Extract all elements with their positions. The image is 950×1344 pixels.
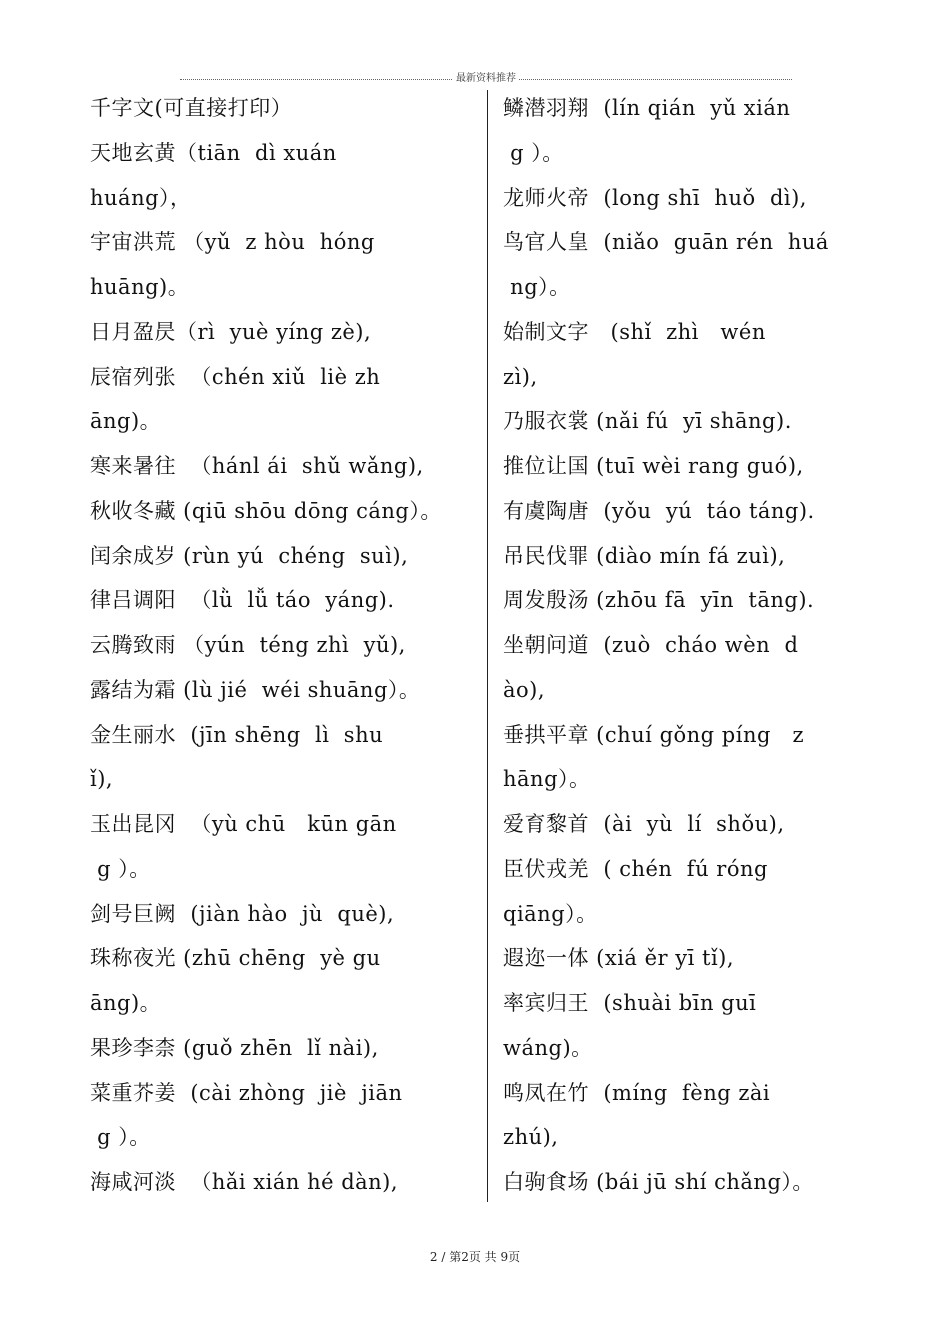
text-line: 海咸河淡 （hǎi xián hé dàn), bbox=[90, 1170, 399, 1194]
text-line: 金生丽水 (jīn shēng lì shu bbox=[90, 722, 384, 747]
text-line: 果珍李柰 (guǒ zhēn lǐ nài), bbox=[90, 1035, 379, 1060]
text-line: 寒来暑往 （hánl ái shǔ wǎng), bbox=[90, 454, 424, 478]
left-column bbox=[90, 86, 485, 1205]
text-line: 鸟官人皇 (niǎo guān rén huá bbox=[503, 230, 829, 255]
text-line: ǐ), bbox=[90, 767, 114, 792]
text-line: g ）。 bbox=[90, 1125, 151, 1150]
text-line: 律吕调阳 （lǜ lǚ táo yáng). bbox=[90, 588, 395, 613]
text-line: 秋收冬藏 (qiū shōu dōng cáng）。 bbox=[90, 498, 442, 523]
text-line: 吊民伐罪 (diào mín fá zuì), bbox=[503, 543, 786, 568]
text-line: 率宾归王 (shuài bīn guī bbox=[503, 991, 757, 1015]
text-line: 玉出昆冈 （yù chū kūn gān bbox=[90, 812, 397, 836]
page-header bbox=[180, 72, 792, 86]
text-line: ng）。 bbox=[503, 275, 571, 299]
text-line: hāng）。 bbox=[503, 767, 591, 792]
text-line: 闰余成岁 (rùn yú chéng suì), bbox=[90, 543, 409, 568]
text-line: g ）。 bbox=[503, 140, 564, 165]
text-line: 有虞陶唐 (yǒu yú táo táng). bbox=[503, 498, 815, 523]
text-line: 臣伏戎羌 ( chén fú róng bbox=[503, 856, 768, 881]
text-line: 坐朝问道 (zuò cháo wèn d bbox=[503, 633, 799, 657]
text-line: zì), bbox=[503, 364, 538, 389]
text-line: ào), bbox=[503, 677, 546, 702]
text-line: 辰宿列张 （chén xiǔ liè zh bbox=[90, 364, 381, 389]
text-line: 遐迩一体 (xiá ěr yī tǐ), bbox=[503, 946, 735, 971]
text-line: 推位让国 (tuī wèi rang guó), bbox=[503, 454, 804, 478]
document-title: 千字文(可直接打印） bbox=[90, 96, 293, 120]
header-text: 最新资料推荐 bbox=[453, 72, 519, 86]
text-line: 宇宙洪荒 （yǔ z hòu hóng bbox=[90, 230, 375, 255]
text-line: 乃服衣裳 (nǎi fú yī shāng). bbox=[503, 409, 792, 434]
page-footer: 2 / 第2页 共 9页 bbox=[429, 1250, 521, 1264]
right-column bbox=[503, 86, 943, 1205]
text-line: 白驹食场 (bái jū shí chǎng）。 bbox=[503, 1170, 814, 1194]
text-line: wáng)。 bbox=[503, 1035, 593, 1060]
column-divider bbox=[487, 90, 488, 1202]
text-line: 菜重芥姜 (cài zhòng jiè jiān bbox=[90, 1080, 403, 1105]
text-line: 天地玄黄（tiān dì xuán bbox=[90, 140, 337, 165]
text-line: 剑号巨阙 (jiàn hào jù què), bbox=[90, 901, 395, 926]
text-line: 鸣凤在竹 (míng fèng zài bbox=[503, 1080, 771, 1105]
text-line: 鳞潜羽翔 (lín qián yǔ xián bbox=[503, 96, 791, 120]
text-line: huáng）， bbox=[90, 185, 192, 210]
text-line: 龙师火帝 (long shī huǒ dì), bbox=[503, 185, 807, 210]
text-line: qiāng）。 bbox=[503, 901, 598, 926]
text-line: 始制文字 (shǐ zhì wén bbox=[503, 319, 766, 344]
text-line: 珠称夜光 (zhū chēng yè gu bbox=[90, 946, 381, 971]
text-line: āng)。 bbox=[90, 991, 162, 1015]
text-line: 周发殷汤 (zhōu fā yīn tāng). bbox=[503, 588, 815, 613]
text-line: zhú), bbox=[503, 1125, 559, 1150]
text-line: 爱育黎首 (ài yù lí shǒu), bbox=[503, 812, 785, 836]
text-line: huāng)。 bbox=[90, 275, 190, 299]
text-line: 云腾致雨 （yún téng zhì yǔ), bbox=[90, 633, 406, 657]
text-line: g ）。 bbox=[90, 856, 151, 881]
text-line: 露结为霜 (lù jié wéi shuāng）。 bbox=[90, 677, 421, 702]
text-line: 日月盈昃（rì yuè yíng zè), bbox=[90, 319, 372, 344]
text-line: 垂拱平章 (chuí gǒng píng z bbox=[503, 722, 805, 747]
text-line: āng)。 bbox=[90, 409, 162, 434]
